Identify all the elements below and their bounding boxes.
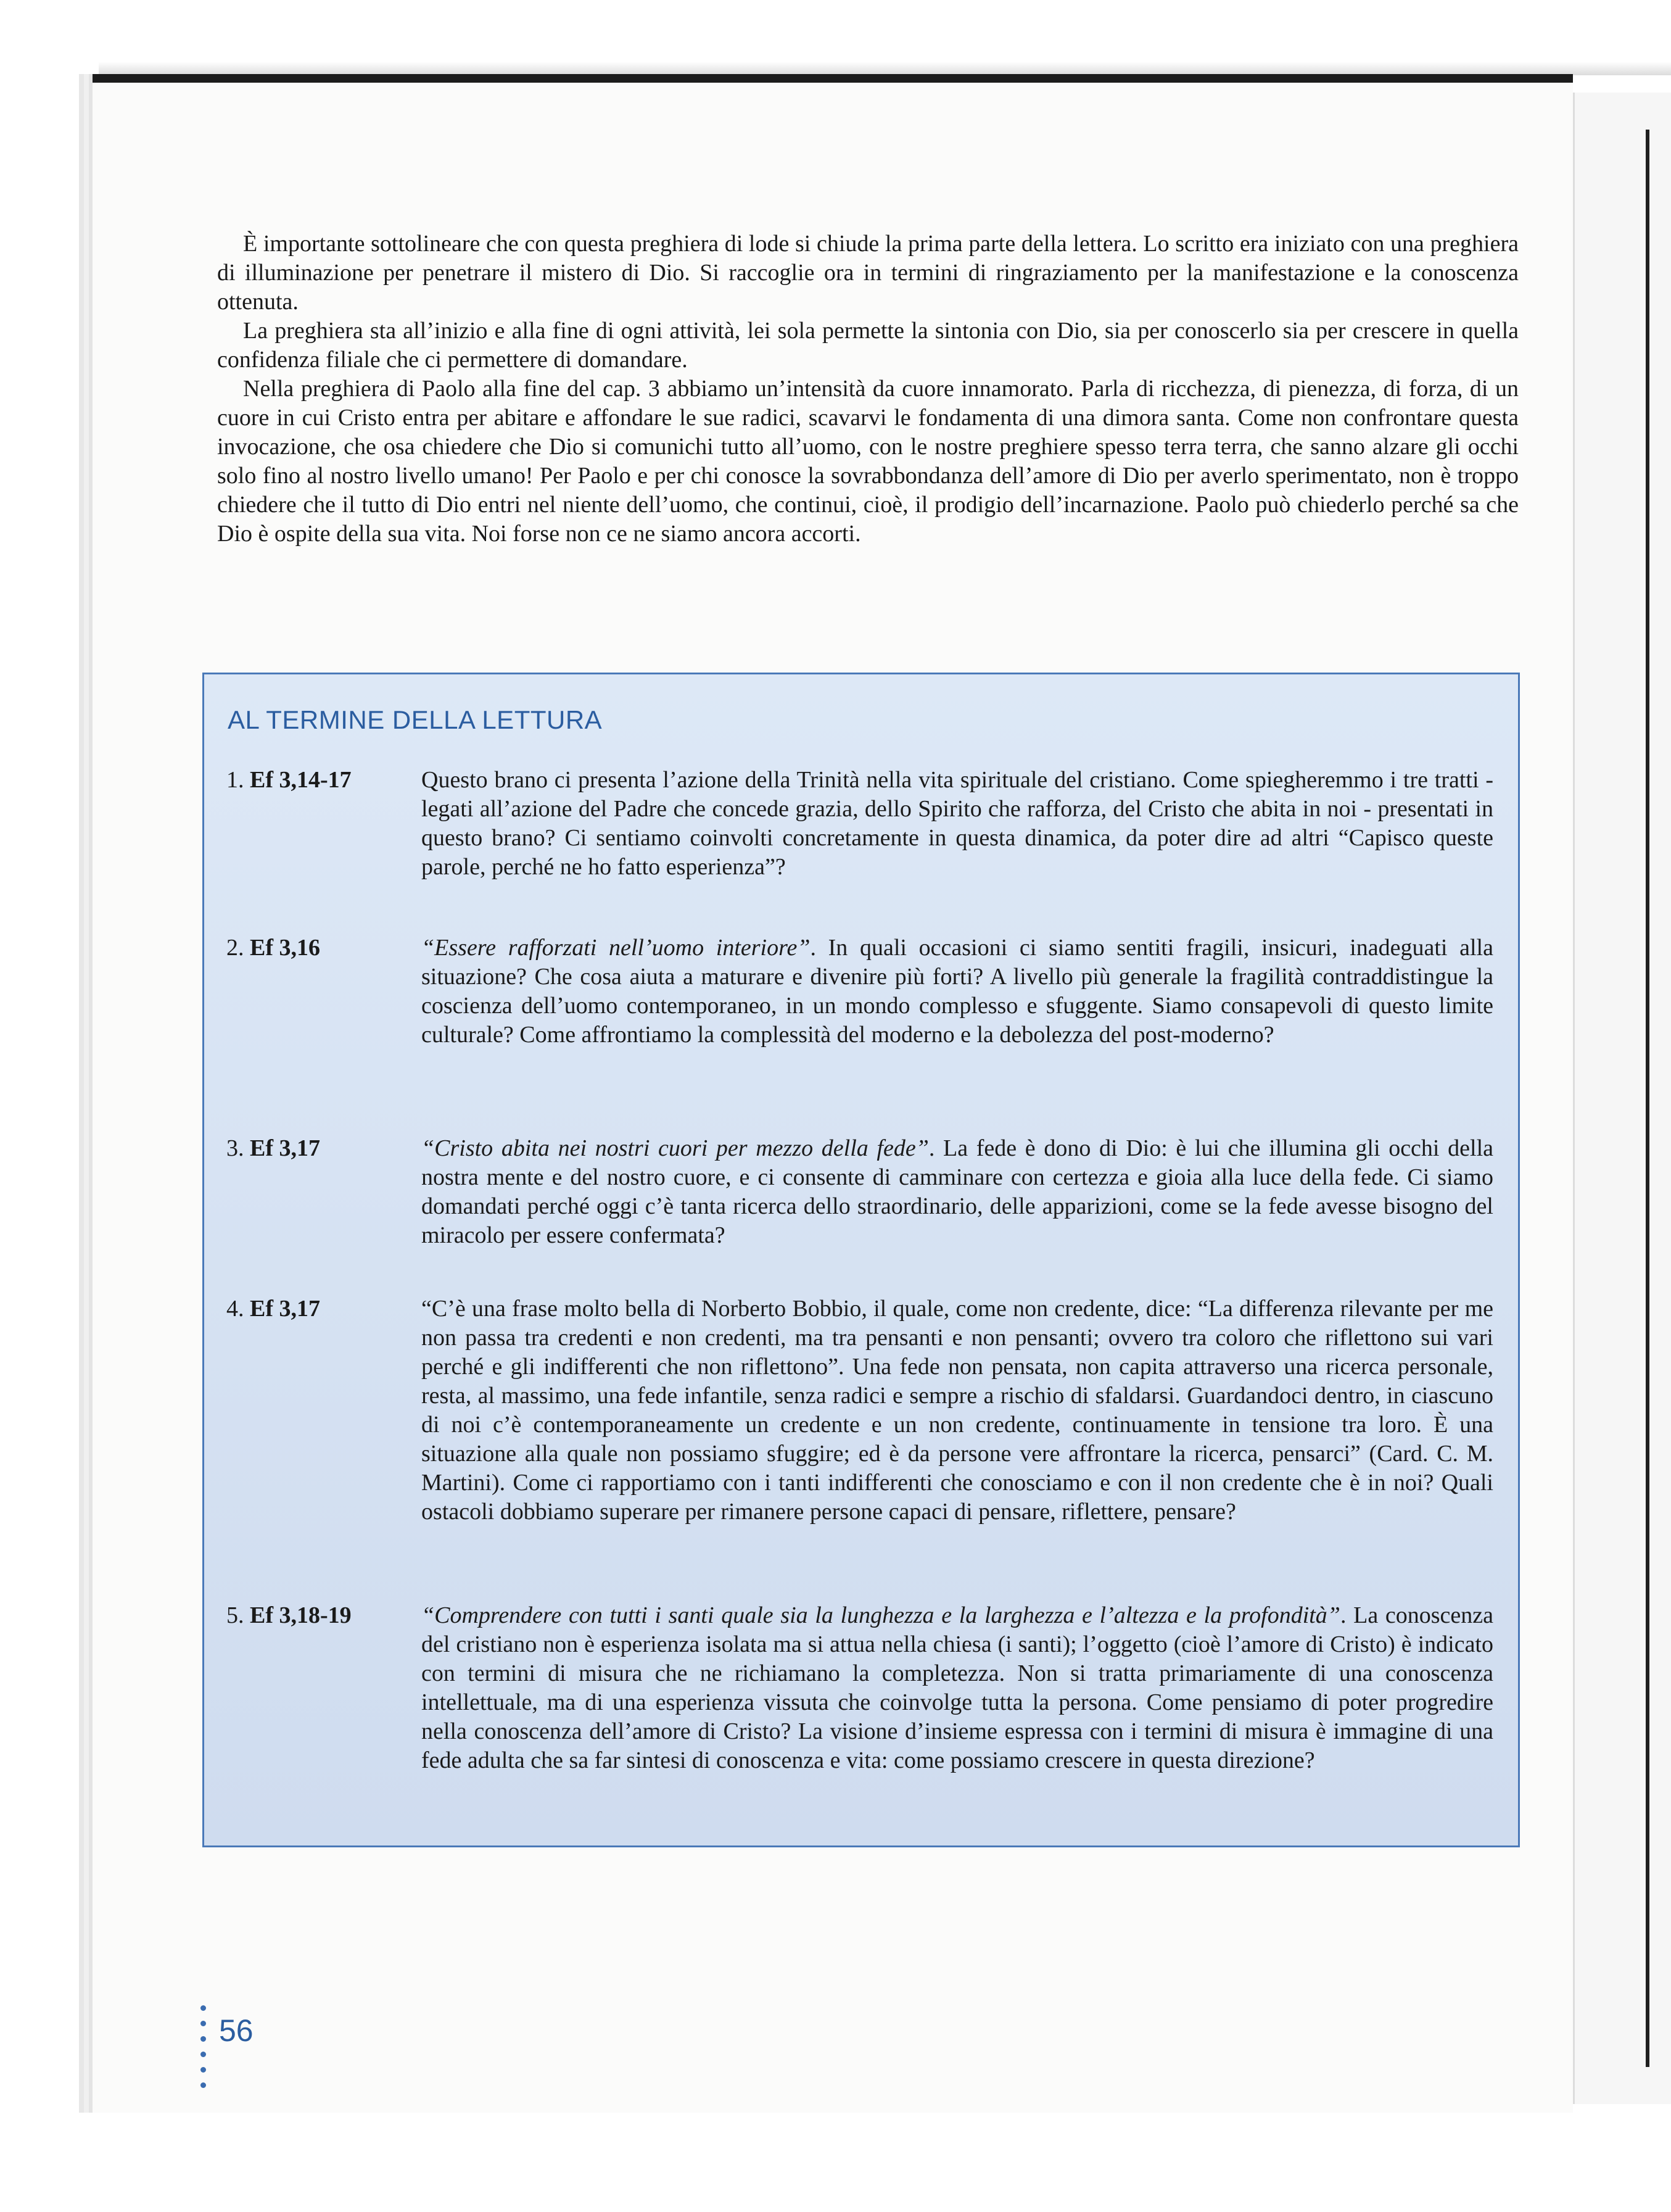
question-reference: Ef 3,18-19: [250, 1602, 352, 1628]
question-quote: “Cristo abita nei nostri cuori per mezzo della fede”: [421, 1135, 929, 1161]
question-label-3: [226, 1134, 411, 1163]
question-number: 2.: [226, 935, 244, 961]
question-reference: Ef 3,17: [250, 1296, 320, 1322]
question-label-2: [226, 934, 411, 963]
question-body-3: [421, 1134, 1493, 1250]
box-title: AL TERMINE DELLA LETTURA: [228, 705, 603, 734]
question-number: 5.: [226, 1602, 244, 1628]
intro-paragraph-3: Nella preghiera di Paolo alla fine del cap. 3 abbiamo un’intensità da cuore innamorato. Parla di ricchezza, di pienezza, di forza, di un cuore in cui Cristo entra per abitare e affondare le sue radici, scavarvi le fondamenta di una dimora santa. Come non confrontare questa invocazione, che osa chiedere che Dio si comunichi tutto all’uomo, con le nostre preghiere spesso terra terra, che sanno alzare gli occhi solo fino al nostro livello umano! Per Paolo e per chi conosce la sovrabbondanza dell’amore di Dio per averlo sperimentato, non è troppo chiedere che il tutto di Dio entri nel niente dell’uomo, che continui, cioè, il prodigio dell’incarnazione. Paolo può chiederlo perché sa che Dio è ospite della sua vita. Noi forse non ce ne siamo ancora accorti.: [217, 376, 1519, 547]
question-text: . La fede è dono di Dio: è lui che illumina gli occhi della nostra mente e del nostro cuore, e ci consente di camminare con certezza e gioia alla luce della fede. Ci siamo domandati perché oggi c’è tanta ricerca dello straordinario, delle apparizioni, come se la fede avesse bisogno del miracolo per essere confermata?: [421, 1135, 1493, 1248]
intro-paragraph-2: La preghiera sta all’inizio e alla fine di ogni attività, lei sola permette la sintonia con Dio, sia per conoscerlo sia per crescere in quella confidenza filiale che ci permettere di domandare.: [217, 318, 1519, 373]
intro-text: [217, 230, 1519, 549]
page-number: 56: [219, 2013, 254, 2048]
question-reference: Ef 3,14-17: [250, 767, 352, 793]
reading-questions-box: [202, 673, 1520, 1847]
facing-page-edge: [1573, 93, 1671, 2104]
page-dots-decoration: [200, 2005, 209, 2104]
question-body-4: [421, 1294, 1493, 1526]
question-body-5: [421, 1601, 1493, 1775]
question-text: . La conoscenza del cristiano non è esperienza isolata ma si attua nella chiesa (i santi); l’oggetto (cioè l’amore di Cristo) è indicato con termini di misura che ne richiamano la completezza. Non si tratta primariamente di una conoscenza intellettuale, ma di una esperienza vissuta che coinvolge tutta la persona. Come pensiamo di poter progredire nella conoscenza dell’amore di Cristo? La visione d’insieme espressa con i termini di misura è immagine di una fede adulta che sa far sintesi di conoscenza e vita: come possiamo crescere in questa direzione?: [421, 1602, 1493, 1773]
question-label-1: [226, 766, 411, 795]
question-quote: “Essere rafforzati nell’uomo interiore”: [421, 935, 811, 961]
question-quote: “Comprendere con tutti i santi quale sia la lunghezza e la larghezza e l’altezza e la profondità”: [421, 1602, 1340, 1628]
question-text: . In quali occasioni ci siamo sentiti fragili, insicuri, inadeguati alla situazione? Che cosa aiuta a maturare e divenire più forti? A livello più generale la fragilità contraddistingue la coscienza dell’uomo contemporaneo, in un mondo complesso e sfuggente. Siamo consapevoli di questo limite culturale? Come affrontiamo la complessità del moderno e la debolezza del post-moderno?: [421, 935, 1493, 1048]
question-label-4: [226, 1294, 411, 1323]
question-number: 4.: [226, 1296, 244, 1322]
question-number: 1.: [226, 767, 244, 793]
intro-paragraph-1: È importante sottolineare che con questa preghiera di lode si chiude la prima parte della lettera. Lo scritto era iniziato con una preghiera di illuminazione per penetrare il mistero di Dio. Si raccoglie ora in termini di ringraziamento per la manifestazione e la conoscenza ottenuta.: [217, 231, 1519, 315]
scan-shadow-top: [99, 62, 1671, 75]
question-reference: Ef 3,16: [250, 935, 320, 961]
question-body-1: [421, 766, 1493, 882]
question-body-2: [421, 934, 1493, 1050]
question-text: “C’è una frase molto bella di Norberto Bobbio, il quale, come non credente, dice: “La differenza rilevante per me non passa tra credenti e non credenti, ma tra pensanti e non pensanti; ovvero tra coloro che riflettono sui vari perché e gli indifferenti che non riflettono”. Una fede non pensata, non capita attraverso una ricerca personale, resta, al massimo, una fede infantile, senza radici e sempre a rischio di sfaldarsi. Guardandoci dentro, in ciascuno di noi c’è contemporaneamente un credente e un non credente, continuamente in tensione tra loro. È una situazione alla quale non possiamo sfuggire; ed è da persone vere affrontare la ricerca, pensarci” (Card. C. M. Martini). Come ci rapportiamo con i tanti indifferenti che conosciamo e con il non credente che è in noi? Quali ostacoli dobbiamo superare per rimanere persone capaci di pensare, riflettere, pensare?: [421, 1296, 1493, 1525]
question-reference: Ef 3,17: [250, 1135, 320, 1161]
question-text: Questo brano ci presenta l’azione della Trinità nella vita spirituale del cristiano. Come spiegheremmo i tre tratti - legati all’azione del Padre che concede grazia, dello Spirito che rafforza, del Cristo che abita in noi - presentati in questo brano? Ci sentiamo coinvolti concretamente in questa dinamica, da poter dire ad altri “Capisco queste parole, perché ne ho fatto esperienza”?: [421, 767, 1493, 880]
question-number: 3.: [226, 1135, 244, 1161]
question-label-5: [226, 1601, 411, 1630]
